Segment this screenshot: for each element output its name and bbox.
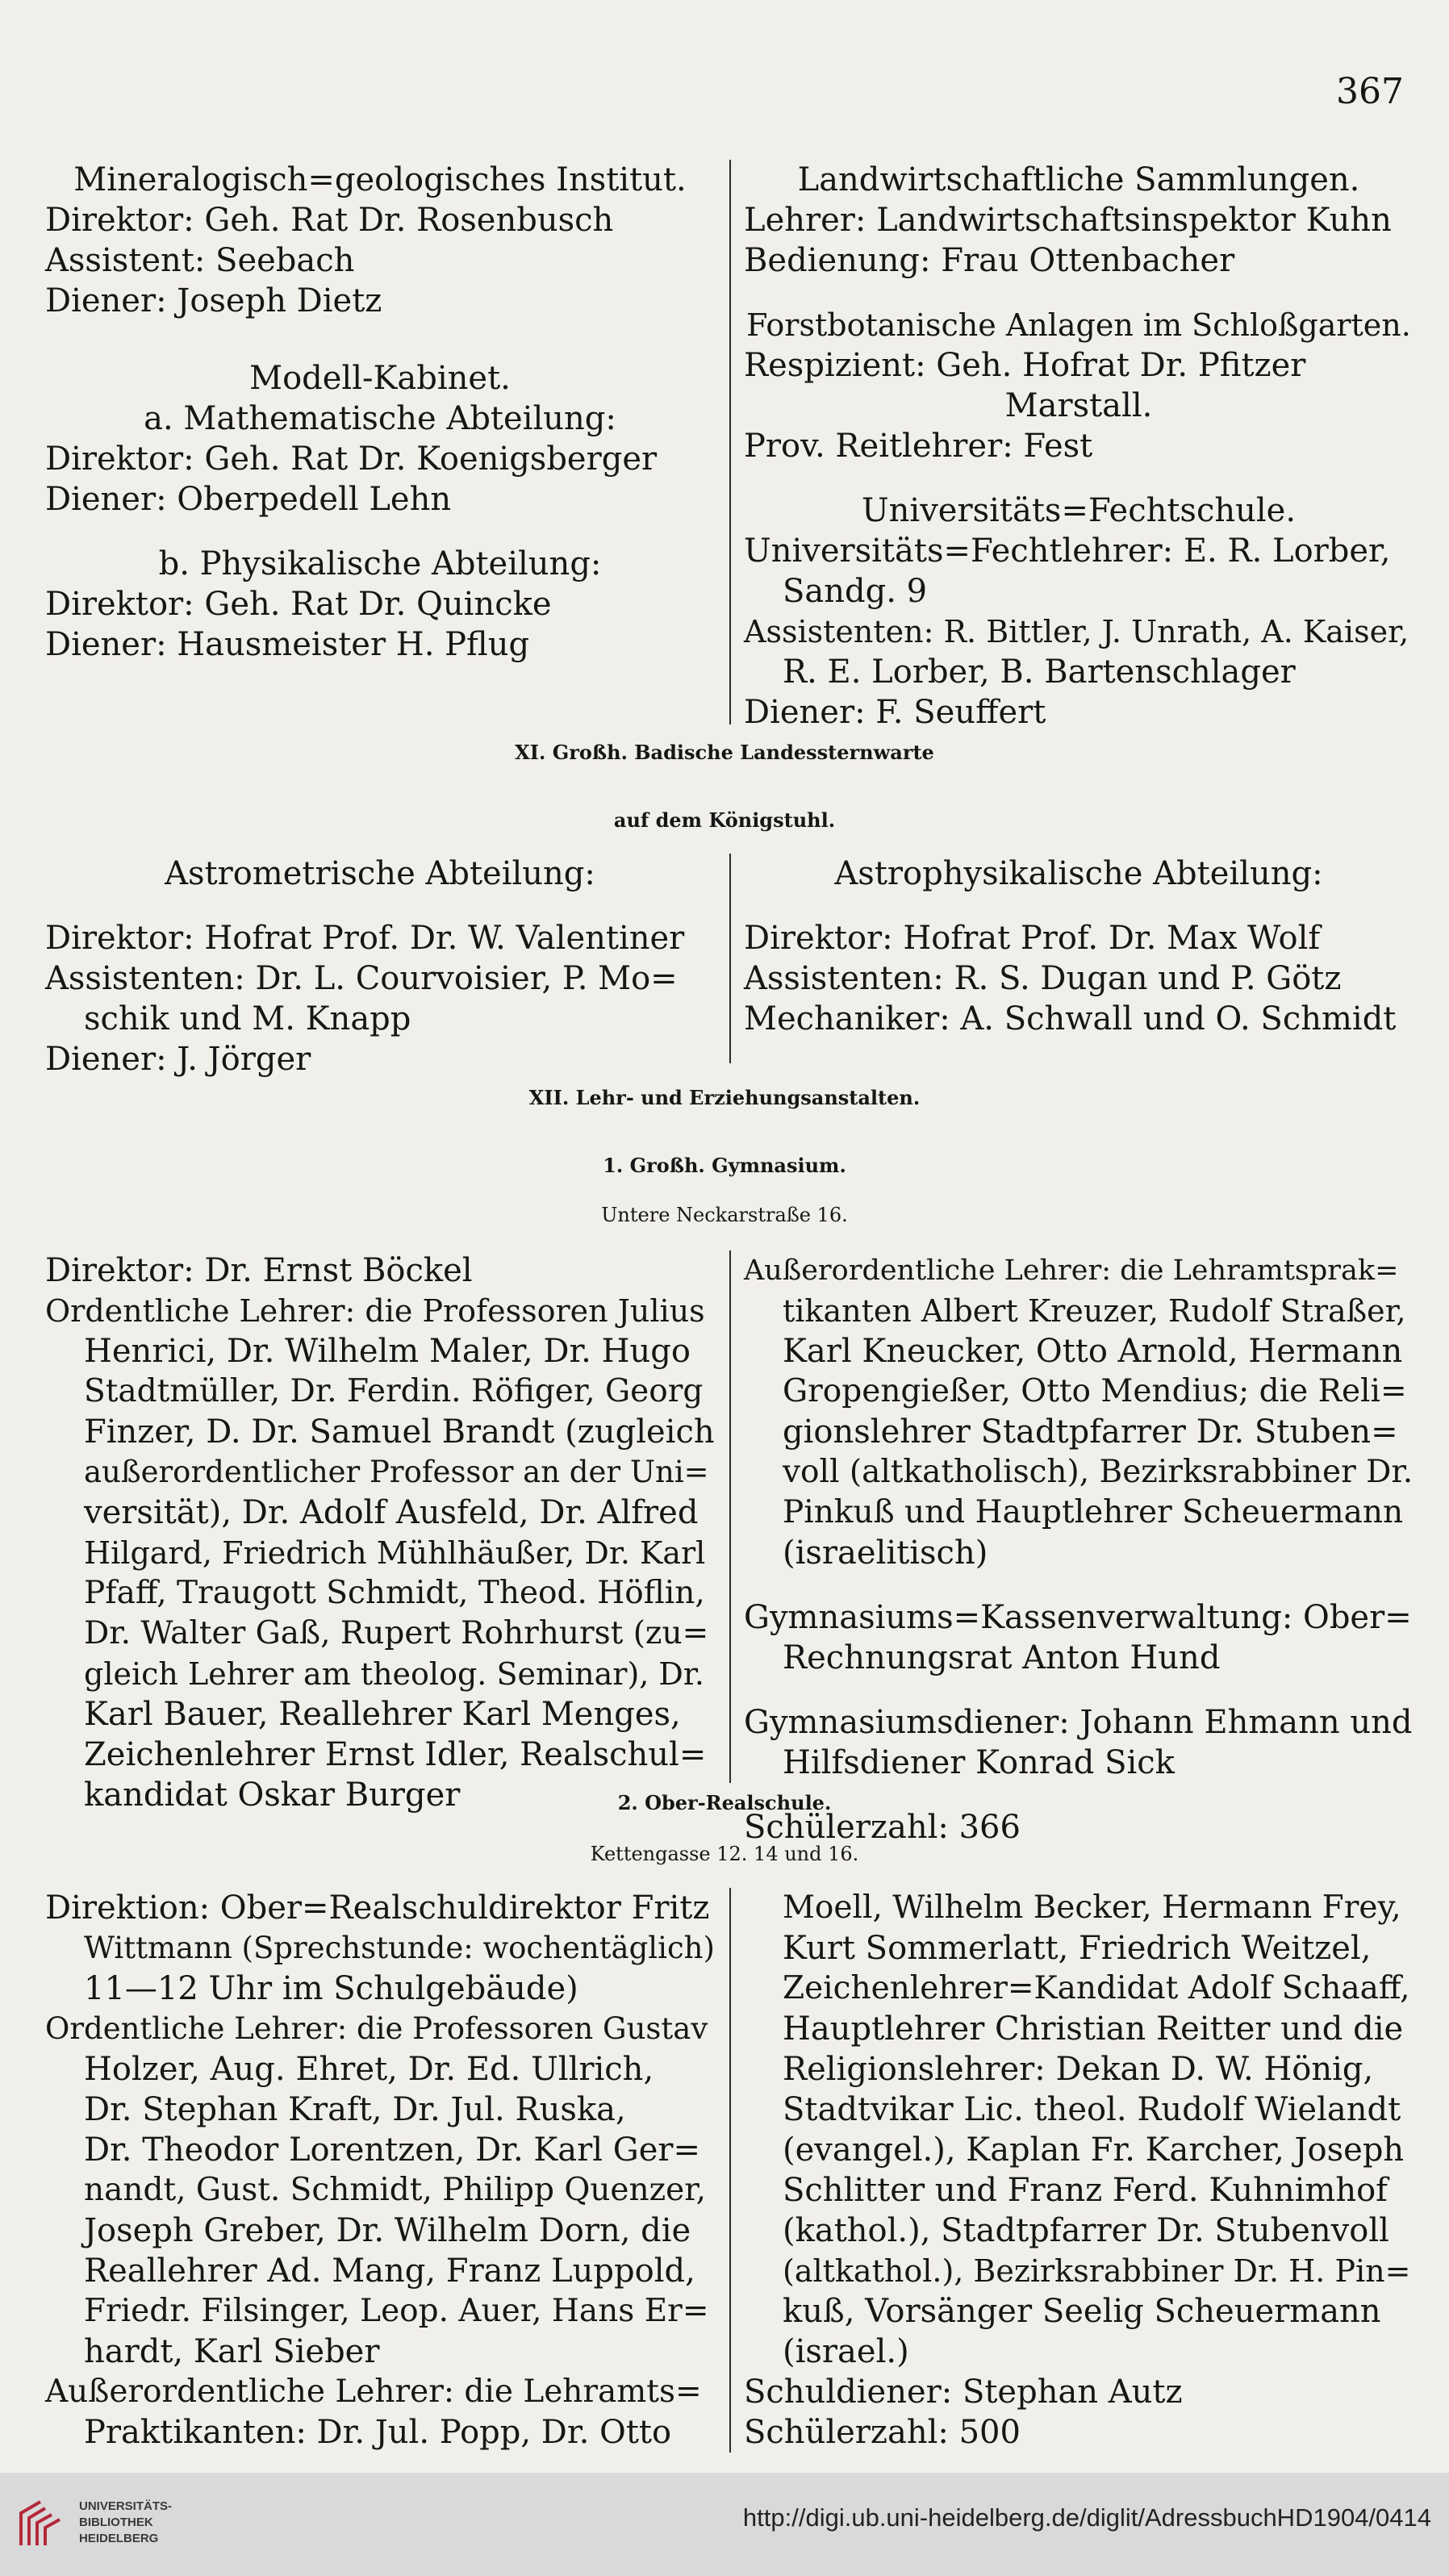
column-divider: [729, 854, 731, 1063]
entry-line: Direktor: Dr. Ernst Böckel: [45, 1252, 473, 1289]
entry-line: (israelitisch): [783, 1534, 988, 1572]
entry-line: Direktor: Hofrat Prof. Dr. Max Wolf: [744, 920, 1321, 957]
subsection-heading: b. Physikalische Abteilung:: [158, 545, 602, 582]
entry-line: tikanten Albert Kreuzer, Rudolf Straßer,: [783, 1293, 1406, 1329]
entry-line: nandt, Gust. Schmidt, Philipp Quenzer,: [84, 2172, 707, 2208]
institutes-right-column: [744, 160, 1414, 733]
library-logo: [16, 2490, 194, 2558]
entry-line: (israel.): [783, 2333, 909, 2370]
entry-line: Stadtmüller, Dr. Ferdin. Röfiger, Georg: [84, 1373, 704, 1409]
logo-text-line: BIBLIOTHEK: [79, 2515, 153, 2529]
entry-line: Rechnungsrat Anton Hund: [783, 1639, 1221, 1676]
entry-line: Pinkuß und Hauptlehrer Scheuermann: [783, 1494, 1404, 1530]
entry-line: Zeichenlehrer=Kandidat Adolf Schaaff,: [783, 1970, 1410, 2006]
ober-realschule-address: Kettengasse 12. 14 und 16.: [590, 1843, 859, 1865]
entry-line: versität), Dr. Adolf Ausfeld, Dr. Alfred: [84, 1494, 699, 1531]
library-logo-icon: [16, 2497, 69, 2550]
entry-line: Pfaff, Traugott Schmidt, Theod. Höflin,: [84, 1575, 705, 1611]
entry-line: Assistenten: R. S. Dugan und P. Götz: [744, 960, 1342, 997]
spacer: [744, 894, 1414, 918]
logo-text-line: HEIDELBERG: [79, 2532, 159, 2545]
entry-line: Ordentliche Lehrer: die Professoren Gustav: [45, 2011, 708, 2046]
section-xii-title: XII. Lehr- und Erziehungsanstalten.: [528, 1086, 921, 1109]
entry-line: Henrici, Dr. Wilhelm Maler, Dr. Hugo: [84, 1333, 691, 1370]
spacer: [744, 281, 1414, 305]
entry-line: Mechaniker: A. Schwall und O. Schmidt: [744, 1000, 1397, 1037]
subsection-heading: Astrophysikalische Abteilung:: [834, 855, 1323, 892]
entry-line: Praktikanten: Dr. Jul. Popp, Dr. Otto: [84, 2414, 672, 2451]
entry-line: Moell, Wilhelm Becker, Hermann Frey,: [783, 1889, 1401, 1926]
gymnasium-right-column: [744, 1250, 1414, 1847]
gymnasium-address: Untere Neckarstraße 16.: [601, 1204, 848, 1226]
entry-line: Stadtvikar Lic. theol. Rudolf Wielandt: [783, 2091, 1401, 2128]
spacer: [744, 1678, 1414, 1702]
entry-line: Reallehrer Ad. Mang, Franz Luppold,: [84, 2252, 695, 2290]
entry-line: Diener: Joseph Dietz: [45, 282, 382, 319]
entry-line: außerordentlicher Professor an der Uni=: [84, 1455, 709, 1489]
entry-line: Direktor: Geh. Rat Dr. Koenigsberger: [45, 440, 658, 478]
footer-band: [0, 2473, 1449, 2576]
entry-line: Gropengießer, Otto Mendius; die Reli=: [783, 1373, 1407, 1409]
entry-line: Joseph Greber, Dr. Wilhelm Dorn, die: [84, 2212, 691, 2249]
entry-line: Assistenten: Dr. L. Courvoisier, P. Mo=: [45, 960, 678, 997]
observatory-left-column: [45, 854, 715, 1079]
entry-line: Ordentliche Lehrer: die Professoren Julius: [45, 1293, 705, 1329]
subsection-heading: Forstbotanische Anlagen im Schloßgarten.: [746, 307, 1411, 343]
observatory-right-column: [744, 854, 1414, 1039]
spacer: [45, 321, 715, 358]
ober-realschule-left-column: [45, 1888, 715, 2453]
institutes-left-column: [45, 160, 715, 665]
entry-line: Hilfsdiener Konrad Sick: [783, 1744, 1175, 1781]
entry-line: Gymnasiumsdiener: Johann Ehmann und: [744, 1704, 1413, 1741]
entry-line: Diener: F. Seuffert: [744, 694, 1046, 731]
entry-line: Dr. Theodor Lorentzen, Dr. Karl Ger=: [84, 2131, 701, 2169]
subsection-heading: Landwirtschaftliche Sammlungen.: [797, 161, 1360, 198]
gymnasium-title: 1. Großh. Gymnasium.: [603, 1154, 846, 1177]
entry-line: Außerordentliche Lehrer: die Lehramtsprak=: [744, 1255, 1399, 1287]
entry-line: gionslehrer Stadtpfarrer Dr. Stuben=: [783, 1413, 1398, 1451]
ober-realschule-right-column: [744, 1888, 1414, 2453]
entry-line: kuß, Vorsänger Seelig Scheuermann: [783, 2293, 1381, 2330]
entry-line: Hauptlehrer Christian Reitter und die: [783, 2010, 1404, 2048]
subsection-heading: Mineralogisch=geologisches Institut.: [73, 161, 687, 198]
entry-line: Diener: J. Jörger: [45, 1041, 311, 1078]
entry-line: Finzer, D. Dr. Samuel Brandt (zugleich: [84, 1413, 715, 1451]
subsection-heading: Astrometrische Abteilung:: [165, 855, 595, 892]
entry-line: Hilgard, Friedrich Mühlhäußer, Dr. Karl: [84, 1535, 706, 1571]
entry-line: Karl Bauer, Reallehrer Karl Menges,: [84, 1696, 681, 1733]
entry-line: schik und M. Knapp: [84, 1000, 411, 1037]
entry-line: (evangel.), Kaplan Fr. Karcher, Joseph: [783, 2131, 1405, 2169]
page-number: 367: [1336, 71, 1404, 112]
entry-line: R. E. Lorber, B. Bartenschlager: [783, 653, 1296, 691]
gymnasium-left-column: [45, 1250, 715, 1815]
column-divider: [729, 1250, 731, 1783]
entry-line: Karl Kneucker, Otto Arnold, Hermann: [783, 1333, 1403, 1370]
entry-line: Respizient: Geh. Hofrat Dr. Pfitzer: [744, 347, 1306, 384]
entry-line: Prov. Reitlehrer: Fest: [744, 428, 1093, 465]
section-xi-title: XI. Großh. Badische Landessternwarte: [515, 741, 934, 764]
entry-line: kandidat Oskar Burger: [84, 1776, 461, 1814]
column-divider: [729, 1888, 731, 2453]
spacer: [744, 466, 1414, 491]
column-divider: [729, 160, 731, 724]
entry-line: Diener: Hausmeister H. Pflug: [45, 626, 530, 663]
logo-text-line: UNIVERSITÄTS-: [79, 2499, 173, 2513]
entry-line: Direktor: Geh. Rat Dr. Rosenbusch: [45, 202, 614, 239]
subsection-heading: Modell-Kabinet.: [249, 360, 511, 397]
entry-line: voll (altkatholisch), Bezirksrabbiner Dr.: [783, 1454, 1414, 1490]
entry-line: 11—12 Uhr im Schulgebäude): [84, 1970, 578, 2007]
entry-line: Lehrer: Landwirtschaftsinspektor Kuhn: [744, 202, 1392, 239]
spacer: [45, 894, 715, 918]
entry-line: Assistent: Seebach: [45, 242, 355, 279]
entry-line: Bedienung: Frau Ottenbacher: [744, 242, 1235, 279]
entry-line: Gymnasiums=Kassenverwaltung: Ober=: [744, 1599, 1412, 1636]
entry-line: Diener: Oberpedell Lehn: [45, 481, 452, 518]
entry-line: (altkathol.), Bezirksrabbiner Dr. H. Pin=: [783, 2253, 1411, 2289]
entry-line: gleich Lehrer am theolog. Seminar), Dr.: [84, 1656, 704, 1692]
entry-line: Schülerzahl: 366: [744, 1809, 1021, 1846]
entry-line: Außerordentliche Lehrer: die Lehramts=: [45, 2374, 702, 2410]
entry-line: Schuldiener: Stephan Autz: [744, 2374, 1183, 2411]
spacer: [45, 520, 715, 544]
subsection-heading: Universitäts=Fechtschule.: [861, 492, 1297, 529]
source-url-link[interactable]: http://digi.ub.uni-heidelberg.de/diglit/AdressbuchHD1904/0414: [742, 2503, 1431, 2532]
ober-realschule-title: 2. Ober-Realschule.: [617, 1791, 832, 1814]
subsection-heading: Marstall.: [1004, 387, 1153, 424]
entry-line: hardt, Karl Sieber: [84, 2333, 380, 2370]
entry-line: Dr. Stephan Kraft, Dr. Jul. Ruska,: [84, 2091, 626, 2128]
subsection-heading: a. Mathematische Abteilung:: [144, 400, 616, 437]
entry-line: Assistenten: R. Bittler, J. Unrath, A. Kaiser,: [744, 614, 1409, 649]
entry-line: Sandg. 9: [783, 573, 928, 610]
entry-line: Religionslehrer: Dekan D. W. Hönig,: [783, 2051, 1374, 2088]
entry-line: Friedr. Filsinger, Leop. Auer, Hans Er=: [84, 2293, 709, 2329]
spacer: [744, 1573, 1414, 1597]
entry-line: Schlitter und Franz Ferd. Kuhnimhof: [783, 2172, 1388, 2209]
entry-line: Direktor: Geh. Rat Dr. Quincke: [45, 586, 552, 623]
entry-line: Dr. Walter Gaß, Rupert Rohrhurst (zu=: [84, 1615, 709, 1651]
section-xi-subtitle: auf dem Königstuhl.: [613, 808, 836, 832]
entry-line: Kurt Sommerlatt, Friedrich Weitzel,: [783, 1930, 1372, 1967]
entry-line: Universitäts=Fechtlehrer: E. R. Lorber,: [744, 532, 1391, 570]
entry-line: Zeichenlehrer Ernst Idler, Realschul=: [84, 1736, 707, 1773]
entry-line: Direktor: Hofrat Prof. Dr. W. Valentiner: [45, 920, 685, 957]
entry-line: Schülerzahl: 500: [744, 2414, 1021, 2451]
entry-line: Direktion: Ober=Realschuldirektor Fritz: [45, 1889, 710, 1927]
entry-line: Holzer, Aug. Ehret, Dr. Ed. Ullrich,: [84, 2051, 654, 2088]
entry-line: (kathol.), Stadtpfarrer Dr. Stubenvoll: [783, 2212, 1389, 2249]
entry-line: Wittmann (Sprechstunde: wochentäglich): [84, 1931, 715, 1965]
